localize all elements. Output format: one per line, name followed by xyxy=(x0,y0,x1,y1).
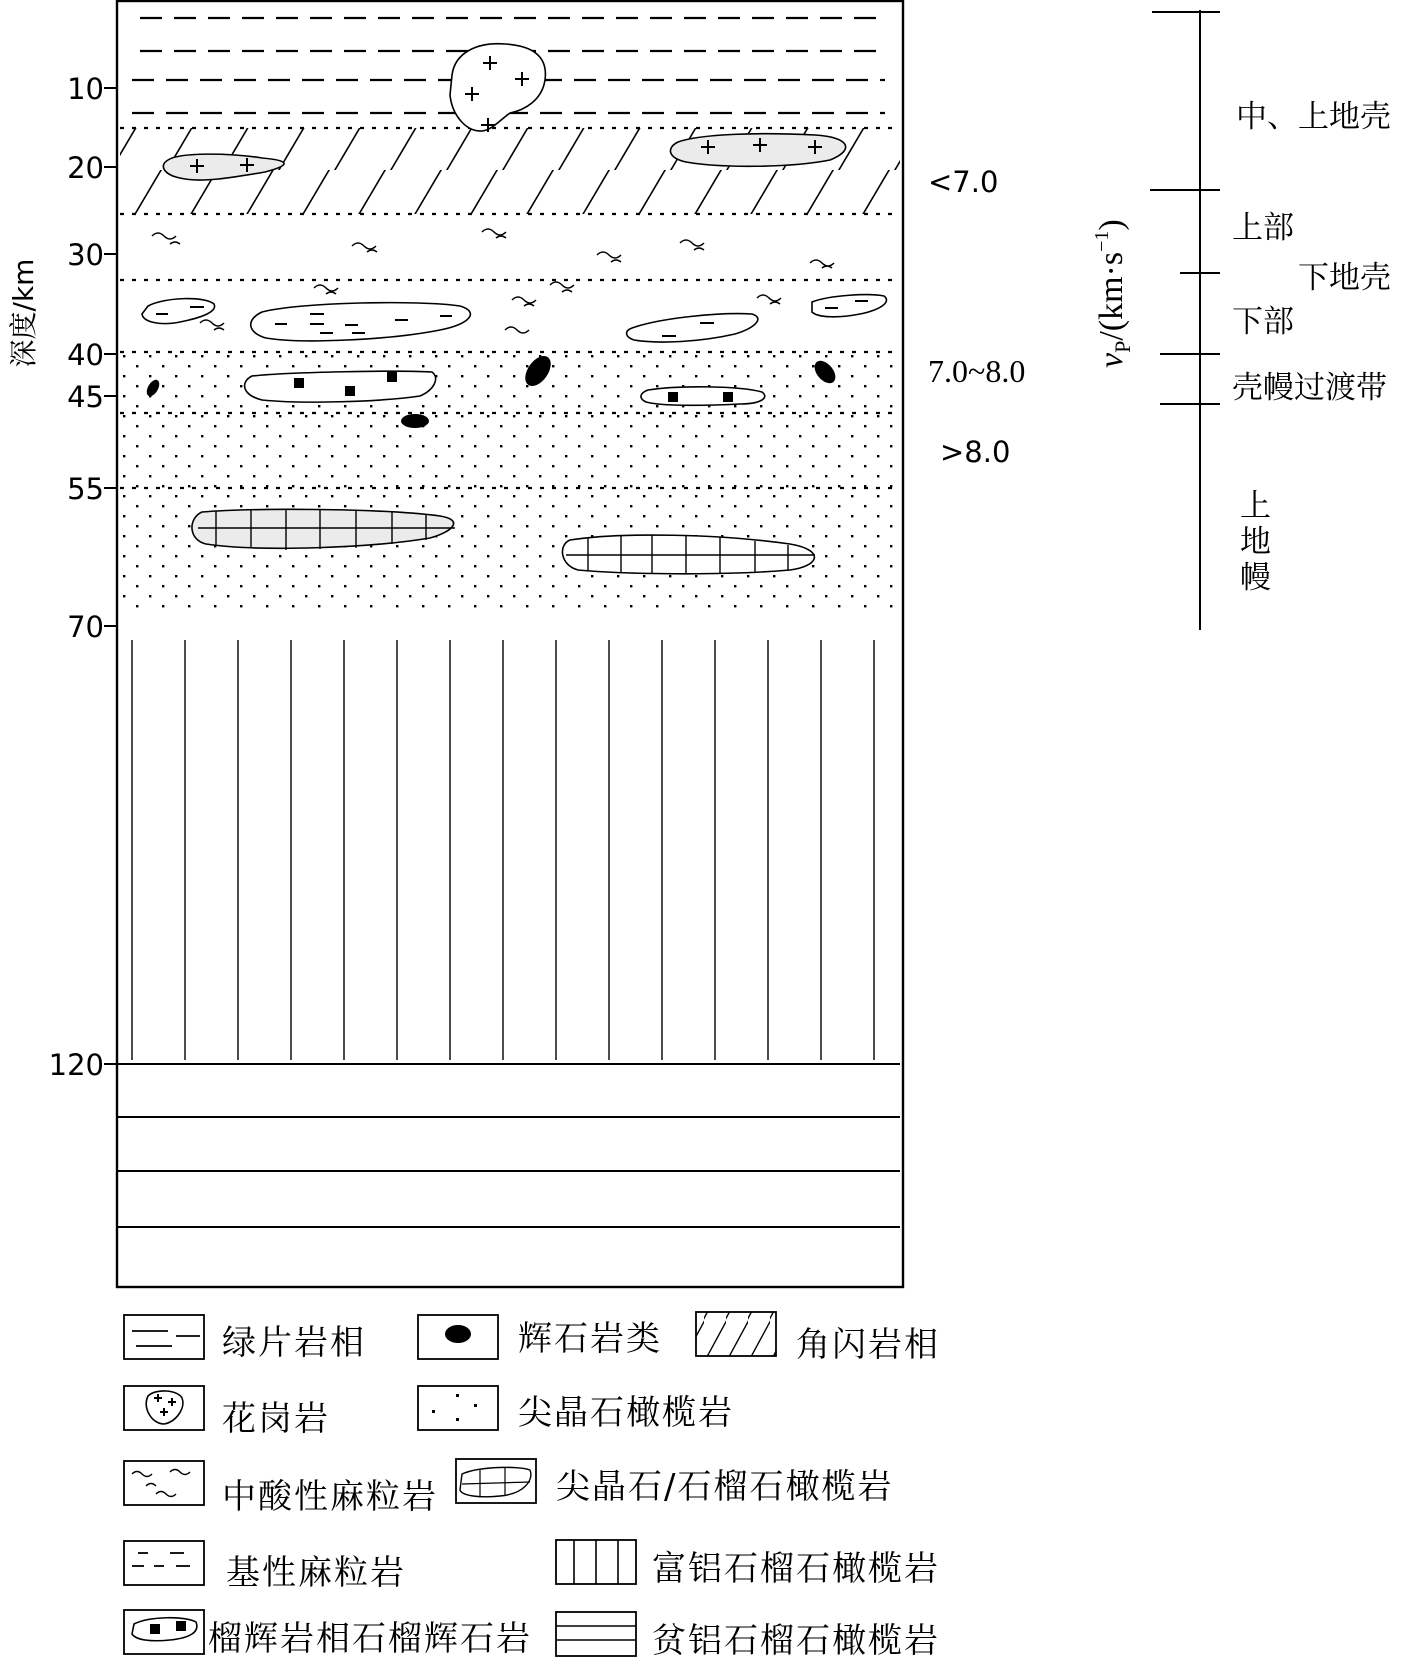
basic-granulite-lens-3 xyxy=(627,314,758,342)
legend-al-rich xyxy=(556,1540,940,1589)
zone-upper-mantle-3: 幔 xyxy=(1240,560,1271,596)
zone-mid-upper-crust: 中、上地壳 xyxy=(1236,99,1391,135)
depth-tick-55: 55 xyxy=(67,472,104,506)
velocity-7-8: 7.0~8.0 xyxy=(928,353,1026,389)
depth-tick-120: 120 xyxy=(48,1048,104,1082)
zone-scale xyxy=(1150,10,1391,630)
legend-eclogite xyxy=(124,1610,532,1658)
basic-granulite-lens-2 xyxy=(251,303,471,341)
legend-amphibolite-label: 角闪岩相 xyxy=(796,1325,940,1365)
vp-superscript: −1 xyxy=(1091,230,1113,252)
svg-text:vP/(km·s−1) xyxy=(1091,219,1135,368)
legend-spinel-peridotite-label: 尖晶石橄榄岩 xyxy=(518,1393,734,1433)
depth-tick-70: 70 xyxy=(67,610,104,644)
velocity-gt8: >8.0 xyxy=(940,435,1011,469)
legend-spinel-garnet xyxy=(456,1459,893,1507)
legend-eclogite-label: 榴辉岩相石榴辉石岩 xyxy=(208,1619,532,1658)
legend-al-rich-label: 富铝石榴石橄榄岩 xyxy=(652,1549,940,1589)
legend-spinel-garnet-label: 尖晶石/石榴石橄榄岩 xyxy=(556,1467,894,1507)
velocity-labels xyxy=(928,165,1025,469)
depth-tick-30: 30 xyxy=(67,238,104,272)
depth-tick-20: 20 xyxy=(67,151,104,185)
eclogite-lens-2 xyxy=(641,387,765,406)
spinel-peridotite-zone xyxy=(120,352,900,614)
zone-transition: 壳幔过渡带 xyxy=(1232,370,1387,406)
legend-granite-label: 花岗岩 xyxy=(222,1399,330,1439)
legend-granite xyxy=(124,1386,330,1439)
vp-symbol: v xyxy=(1093,352,1130,368)
velocity-lt7: <7.0 xyxy=(928,165,999,199)
depth-tick-10: 10 xyxy=(67,72,104,106)
vp-unit-close: ) xyxy=(1093,219,1130,231)
legend-spinel-peridotite xyxy=(418,1386,734,1433)
zone-upper-mantle-1: 上 xyxy=(1240,488,1271,524)
vp-axis-label xyxy=(1091,219,1135,368)
legend-pyroxenite xyxy=(418,1315,662,1359)
legend-greenschist-label: 绿片岩相 xyxy=(222,1323,366,1363)
depth-axis-label: 深度/km xyxy=(7,258,40,368)
zone-lower-part: 下部 xyxy=(1232,304,1294,340)
basic-granulite-lens-4 xyxy=(812,295,887,317)
legend-al-poor-label: 贫铝石榴石橄榄岩 xyxy=(652,1621,940,1658)
al-rich-zone xyxy=(118,640,900,1060)
zone-lower-crust: 下地壳 xyxy=(1298,260,1391,296)
depth-tick-45: 45 xyxy=(67,380,104,414)
al-poor-zone xyxy=(118,1064,900,1227)
zone-upper-part: 上部 xyxy=(1232,210,1294,246)
legend-basic-granulite-label: 基性麻粒岩 xyxy=(226,1553,406,1593)
section-column xyxy=(117,1,903,1287)
vp-subscript: P xyxy=(1110,340,1135,353)
legend xyxy=(124,1312,940,1658)
legend-intermediate-granulite xyxy=(124,1461,438,1517)
vp-unit: /(km·s xyxy=(1093,251,1130,341)
legend-al-poor xyxy=(556,1612,940,1658)
legend-greenschist xyxy=(124,1315,366,1363)
eclogite-lens-1 xyxy=(245,371,436,402)
granite-body-top xyxy=(450,44,545,132)
zone-upper-mantle-2: 地 xyxy=(1240,524,1271,560)
legend-intermediate-granulite-label: 中酸性麻粒岩 xyxy=(222,1477,438,1517)
legend-basic-granulite xyxy=(124,1541,406,1593)
depth-tick-40: 40 xyxy=(67,338,104,372)
legend-pyroxenite-label: 辉石岩类 xyxy=(518,1319,662,1359)
depth-axis xyxy=(7,72,117,1082)
granite-body-right xyxy=(670,134,845,167)
legend-amphibolite xyxy=(696,1312,940,1365)
